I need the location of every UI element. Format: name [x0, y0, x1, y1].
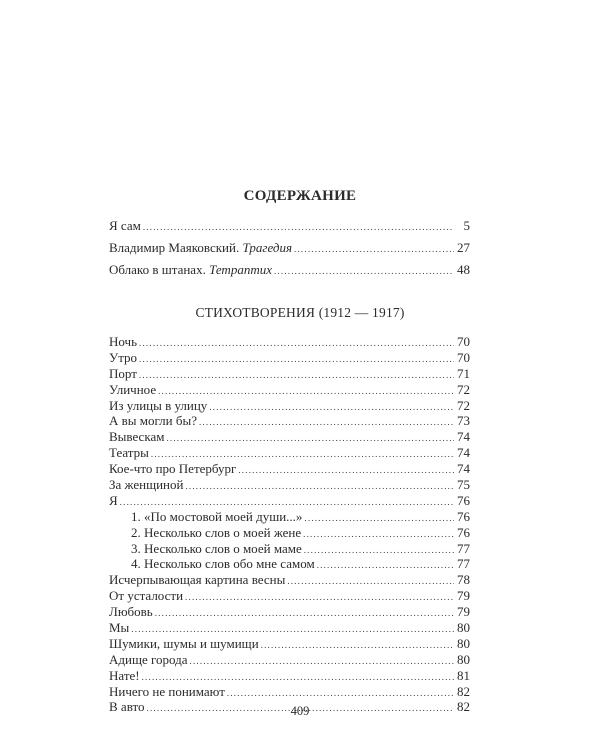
- toc-entry-title: [109, 572, 285, 588]
- toc-entry-page: 77: [457, 556, 470, 572]
- toc-entry-title-text: 2. Несколько слов о моей жене: [131, 524, 302, 540]
- toc-entry-title: [131, 556, 315, 572]
- toc-entry-title: [109, 493, 118, 509]
- toc-entry: [109, 509, 470, 525]
- toc-entry-subtitle: Тетраптих: [209, 262, 272, 277]
- dot-leader: [294, 244, 454, 254]
- toc-entry: [109, 350, 470, 366]
- toc-entry: [109, 525, 470, 541]
- toc-entry: [109, 604, 470, 620]
- dot-leader: [139, 352, 454, 368]
- toc-entry-page: 74: [457, 461, 470, 477]
- toc-entry-page: 71: [457, 365, 470, 381]
- toc-entry: [109, 366, 470, 382]
- dot-leader: [287, 574, 454, 590]
- toc-entry-page: 79: [457, 588, 470, 604]
- toc-entry: [109, 684, 470, 700]
- dot-leader: [185, 590, 454, 606]
- toc-entry-title: [109, 350, 137, 366]
- toc-entry-page: 78: [457, 572, 470, 588]
- toc-entry-title: [109, 445, 149, 461]
- dot-leader: [155, 606, 454, 622]
- toc-entry-title: [109, 413, 197, 429]
- toc-entry-page: 76: [457, 492, 470, 508]
- dot-leader: [166, 431, 454, 447]
- toc-entry: [109, 588, 470, 604]
- dot-leader: [238, 463, 454, 479]
- toc-entry: [109, 493, 470, 509]
- toc-entry-title-text: Мы: [109, 620, 130, 636]
- toc-entry-title-text: 4. Несколько слов обо мне самом: [131, 556, 315, 572]
- toc-entry-title-text: Вывескам: [109, 429, 165, 445]
- toc-entry-page: 72: [457, 381, 470, 397]
- toc-entry-page: 79: [457, 604, 470, 620]
- toc-entry-page: 80: [457, 651, 470, 667]
- toc-entry-title: [109, 262, 272, 278]
- dot-leader: [139, 368, 454, 384]
- toc-entry-page: 75: [457, 477, 470, 493]
- toc-entry: [109, 620, 470, 636]
- toc-entry-page: 48: [457, 262, 470, 277]
- toc-entry-title-text: Шумики, шумы и шумищи: [109, 635, 259, 651]
- toc-entry-title: [109, 461, 236, 477]
- toc-entry: [109, 240, 470, 262]
- dot-leader: [209, 400, 454, 416]
- toc-entry-title-text: А вы могли бы?: [109, 413, 197, 429]
- toc-entry-title: [109, 240, 292, 256]
- dot-leader: [304, 543, 454, 559]
- toc-entry-title: [109, 588, 183, 604]
- section-heading: СТИХОТВОРЕНИЯ (1912 — 1917): [195, 305, 405, 320]
- toc-entry: [109, 477, 470, 493]
- toc-entry-page: 74: [457, 445, 470, 461]
- dot-leader: [317, 558, 454, 574]
- dot-leader: [143, 222, 454, 232]
- toc-entry-title: [109, 604, 153, 620]
- toc-entry: [109, 429, 470, 445]
- toc-entry-title-text: За женщиной: [109, 477, 184, 493]
- toc-entry-title: [109, 636, 259, 652]
- toc-entry: [109, 541, 470, 557]
- toc-entry: [109, 556, 470, 572]
- toc-main-list: [109, 218, 470, 284]
- toc-entry-title: [109, 429, 164, 445]
- toc-entry-page: 73: [457, 413, 470, 429]
- toc-entry-title-text: Утро: [109, 349, 138, 365]
- toc-entry-title: [131, 525, 301, 541]
- toc-entry-title-text: 1. «По мостовой моей души...»: [131, 508, 303, 524]
- toc-entry-page: 81: [457, 667, 470, 683]
- toc-entry: [109, 572, 470, 588]
- toc-entry-title: [109, 652, 188, 668]
- toc-entry-title: [109, 366, 137, 382]
- toc-entry: [109, 398, 470, 414]
- toc-entry-title-text: Я сам: [109, 218, 141, 233]
- toc-entry-title: [109, 620, 129, 636]
- dot-leader: [303, 527, 454, 543]
- toc-entry-title: [109, 398, 207, 414]
- dot-leader: [261, 638, 454, 654]
- toc-entry-title: [131, 509, 302, 525]
- toc-entry-page: 76: [457, 508, 470, 524]
- toc-entry-title-text: Исчерпывающая картина весны: [109, 572, 286, 588]
- toc-entry-title-text: От усталости: [109, 588, 184, 604]
- toc-entry: [109, 334, 470, 350]
- page-number: 409: [290, 704, 310, 718]
- toc-entry-page: 82: [457, 683, 470, 699]
- toc-entry-title: [109, 334, 137, 350]
- toc-entry-title-text: Я: [109, 492, 118, 508]
- toc-entry-title: [109, 668, 140, 684]
- toc-entry-title-text: Адище города: [109, 651, 188, 667]
- dot-leader: [227, 686, 454, 702]
- toc-entry: [109, 413, 470, 429]
- toc-entry-title: [109, 477, 183, 493]
- toc-entry-page: 74: [457, 429, 470, 445]
- toc-entry-title-text: Театры: [109, 445, 149, 461]
- dot-leader: [139, 336, 454, 352]
- toc-entry-page: 80: [457, 635, 470, 651]
- toc-entry-page: 70: [457, 349, 470, 365]
- dot-leader: [304, 511, 454, 527]
- toc-entry: [109, 636, 470, 652]
- toc-entry-page: 82: [457, 699, 470, 715]
- toc-entry-title-text: Ночь: [109, 334, 138, 349]
- toc-entry: [109, 218, 470, 240]
- toc-entry-page: 72: [457, 397, 470, 413]
- toc-entry: [109, 382, 470, 398]
- toc-entry-page: 76: [457, 524, 470, 540]
- toc-entry: [109, 652, 470, 668]
- toc-entry-page: 27: [457, 240, 470, 255]
- dot-leader: [185, 479, 454, 495]
- dot-leader: [190, 654, 454, 670]
- toc-entry-title-text: Любовь: [109, 604, 153, 620]
- toc-entry-title-text: Владимир Маяковский.: [109, 240, 240, 255]
- toc-entry-title-text: Облако в штанах.: [109, 262, 206, 277]
- toc-entry-page: 5: [463, 218, 470, 233]
- toc-entry-title-text: Кое-что про Петербург: [109, 461, 237, 477]
- toc-entry-title: [109, 684, 225, 700]
- toc-entry-title-text: Уличное: [109, 381, 157, 397]
- toc-entry-page: 80: [457, 620, 470, 636]
- toc-entry: [109, 262, 470, 284]
- toc-entry-title-text: Ничего не понимают: [109, 683, 225, 699]
- contents-heading: СОДЕРЖАНИЕ: [243, 188, 357, 204]
- toc-entry: [109, 445, 470, 461]
- toc-entry-title-text: Из улицы в улицу: [109, 397, 208, 413]
- toc-entry-page: 70: [457, 334, 470, 349]
- toc-entry-title: [109, 218, 141, 234]
- toc-entry-title-text: 3. Несколько слов о моей маме: [131, 540, 302, 556]
- toc-entry-title-text: Порт: [109, 365, 137, 381]
- toc-entry-title-text: В авто: [109, 699, 145, 715]
- dot-leader: [274, 266, 454, 276]
- toc-entry-page: 77: [457, 540, 470, 556]
- toc-entry-title: [109, 382, 156, 398]
- toc-entry-subtitle: Трагедия: [242, 240, 293, 255]
- toc-entry: [109, 668, 470, 684]
- toc-entry: [109, 461, 470, 477]
- toc-poems-list: [109, 334, 470, 715]
- toc-entry-title-text: Нате!: [109, 667, 140, 683]
- toc-entry-title: [131, 541, 302, 557]
- dot-leader: [199, 415, 454, 431]
